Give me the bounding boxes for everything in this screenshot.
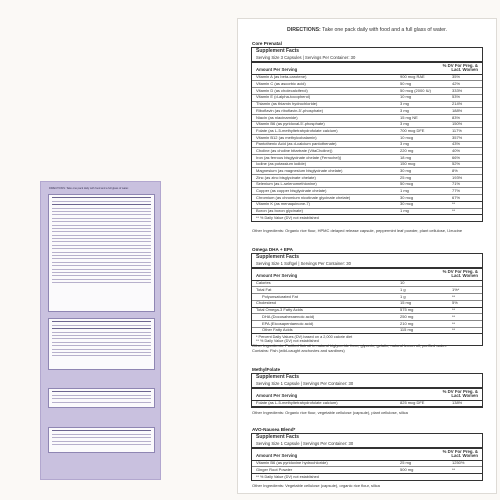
- nutrient-amount: 25 mg: [400, 460, 412, 466]
- table-row: [252, 401, 482, 408]
- nutrient-dv: **: [452, 327, 456, 333]
- table-row: [252, 108, 482, 115]
- nutrient-amount: 15 mg: [400, 300, 412, 306]
- nutrient-name: Vitamin E (d-alpha-tocopherol): [256, 94, 311, 100]
- nutrient-amount: 50 mcg: [400, 181, 414, 187]
- nutrient-name: Pantothenic Acid (as d-calcium pantothenate): [256, 141, 337, 147]
- nutrient-name: Folate (as L-5-methyltetrahydrofolate calcium): [256, 127, 338, 133]
- nutrient-name: Chromium (as chromium nicotinate glycinate chelate): [256, 194, 351, 200]
- nutrient-amount: 30 mcg: [400, 201, 414, 207]
- nutrient-dv: 42%: [452, 81, 461, 87]
- table-row: [252, 128, 482, 135]
- facts-panel-core: [251, 47, 483, 222]
- nutrient-amount: 250 mg: [400, 313, 414, 319]
- nutrient-amount: 1 g: [400, 287, 406, 293]
- nutrient-dv: 8%: [452, 168, 458, 173]
- nutrient-amount: 10: [400, 280, 405, 286]
- table-row: [252, 467, 482, 474]
- nutrient-name: EPA (Eicosapentaenoic acid): [262, 320, 314, 326]
- nutrient-dv: **: [452, 307, 456, 313]
- nutrient-amount: 18 mg: [400, 154, 412, 160]
- table-row: [252, 281, 482, 288]
- nutrient-amount: 30 mg: [400, 168, 412, 173]
- column-header: Amount Per Serving % DV For Preg. & Lact. Women: [252, 269, 482, 281]
- nutrient-amount: 1 mg: [400, 208, 409, 214]
- nutrient-amount: 3 mg: [400, 141, 409, 147]
- nutrient-name: Niacin (as niacinamide): [256, 114, 298, 120]
- nutrient-dv: 83%: [452, 114, 461, 120]
- nutrient-amount: 575 mg: [400, 307, 414, 313]
- panel-header: Supplement Facts Serving Size 1 Softgel | Servings Per Container: 30: [252, 254, 482, 269]
- nutrient-name: Magnesium (as magnesium bisglycinate chelate): [256, 168, 343, 173]
- mini-panel-omega: [48, 318, 155, 370]
- nutrient-name: Vitamin B12 (as methylcobalamin): [256, 134, 317, 140]
- nutrient-dv: 1%*: [452, 287, 460, 293]
- nutrient-amount: 15 mg NE: [400, 114, 418, 120]
- nutrient-dv: 193%: [452, 174, 463, 180]
- table-row: [252, 209, 482, 216]
- panel-header: Supplement Facts Serving Size 1 Capsule | Servings Per Container: 30: [252, 434, 482, 449]
- nutrient-name: Copper (as copper bisglycinate chelate): [256, 188, 327, 194]
- nutrient-name: Vitamin D (as cholecalciferol): [256, 87, 308, 93]
- nutrient-amount: 3 mg: [400, 121, 409, 127]
- table-row: [252, 314, 482, 321]
- nutrient-name: Iron (as ferrous bisglycinate chelate (Ferrochel)): [256, 154, 342, 160]
- column-header: Amount Per Serving % DV For Preg. & Lact. Women: [252, 389, 482, 401]
- panel-header: Supplement Facts Serving Size 3 Capsules | Servings Per Container: 30: [252, 48, 482, 63]
- other-ingredients-core: Other Ingredients: Organic rice flour, HPMC delayed release capsule, peppermint leaf powder, plant cellulose, l-leucine: [252, 228, 463, 233]
- nutrient-name: Choline (as choline bitartrate (VitaCholine)): [256, 147, 333, 153]
- nutrient-name: Riboflavin (as riboflavin-5'-phosphate): [256, 107, 324, 113]
- other-ingredients-avo: Other Ingredients: Vegetable cellulose (capsule), organic rice flour, silica: [252, 483, 380, 488]
- nutrient-dv: 150%: [452, 121, 463, 127]
- nutrient-name: Calories: [256, 280, 271, 286]
- nutrient-amount: 10 mcg: [400, 134, 414, 140]
- nutrient-dv: 357%: [452, 134, 463, 140]
- nutrient-name: Folate (as L-5-methyltetrahydrofolate calcium): [256, 400, 338, 406]
- nutrient-dv: **: [452, 313, 456, 319]
- nutrient-dv: **: [452, 320, 456, 326]
- nutrient-dv: 77%: [452, 188, 461, 194]
- nutrient-amount: 3 mg: [400, 107, 409, 113]
- nutrient-name: Ginger Root Powder: [256, 467, 293, 473]
- nutrient-amount: 30 mcg: [400, 194, 414, 200]
- nutrient-dv: 43%: [452, 141, 461, 147]
- section-title-omega: Omega DHA + EPA: [252, 247, 293, 252]
- nutrient-amount: 1 mg: [400, 188, 409, 194]
- nutrient-name: Iodine (as potassium iodide): [256, 161, 307, 167]
- table-row: [252, 328, 482, 335]
- nutrient-amount: 25 mg: [400, 174, 412, 180]
- other-ingredients-methylfolate: Other Ingredients: Organic rice flour, vegetable cellulose (capsule), plant cellulose, silica: [252, 410, 408, 415]
- nutrient-dv: 5%: [452, 300, 458, 306]
- nutrient-amount: 3 mg: [400, 101, 409, 107]
- nutrient-amount: 220 mg: [400, 147, 414, 153]
- footnote: ** % Daily Value (DV) not established: [256, 474, 319, 479]
- nutrient-amount: 50 mg: [400, 81, 412, 87]
- nutrient-name: Selenium (as L-selenomethionine): [256, 181, 317, 187]
- nutrient-dv: **: [452, 201, 456, 207]
- nutrient-name: Other Fatty Acids: [262, 327, 293, 333]
- nutrient-dv: 1250%: [452, 460, 465, 466]
- nutrient-dv: 52%: [452, 161, 461, 167]
- other-ingredients-omega: Other Ingredients: Purified fish oil in natural triglyceride form, glycerin, gelatin, natural lemon oil, purified water. Contains: Fish (wild-caught anchovies and sardines): [252, 343, 447, 353]
- nutrient-dv: 188%: [452, 107, 463, 113]
- directions-text: DIRECTIONS: Take one pack daily with food and a full glass of water.: [287, 27, 447, 33]
- section-title-avo: AVO-Nausea Blend*: [252, 427, 296, 432]
- nutrient-amount: 700 mcg DFE: [400, 127, 425, 133]
- nutrient-amount: 150 mcg: [400, 161, 416, 167]
- footnote: * Percent Daily Values (DV) based on a 2,000 calorie diet ** % Daily Value (DV) not established: [256, 335, 353, 344]
- mini-directions: DIRECTIONS: Take one pack daily with food and a full glass of water.: [49, 187, 129, 190]
- nutrient-dv: 66%: [452, 154, 461, 160]
- nutrient-dv: 67%: [452, 194, 461, 200]
- nutrient-dv: 138%: [452, 400, 463, 406]
- mini-panel-avo: [48, 427, 155, 453]
- nutrient-dv: 71%: [452, 181, 461, 187]
- nutrient-name: Cholesterol: [256, 300, 277, 306]
- nutrient-name: Vitamin K (as menaquinone-7): [256, 201, 310, 207]
- nutrient-amount: 1 g: [400, 293, 406, 299]
- mini-panel-methylfolate: [48, 388, 155, 408]
- nutrient-amount: 825 mcg DFE: [400, 400, 425, 406]
- table-row: [252, 294, 482, 301]
- facts-panel-omega: [251, 253, 483, 346]
- nutrient-dv: 117%: [452, 127, 462, 133]
- nutrient-amount: 10 mg: [400, 94, 412, 100]
- nutrient-amount: 500 mg: [400, 467, 414, 473]
- nutrient-name: Zinc (as zinc bisglycinate chelate): [256, 174, 316, 180]
- nutrient-dv: 53%: [452, 94, 461, 100]
- nutrient-name: Vitamin B6 (as pyridoxal-5'-phosphate): [256, 121, 325, 127]
- nutrient-amount: 115 mg: [400, 327, 414, 333]
- nutrient-name: Total Fat: [256, 287, 272, 293]
- nutrient-name: Vitamin C (as ascorbic acid): [256, 81, 306, 87]
- nutrient-dv: 214%: [452, 101, 463, 107]
- facts-panel-avo: [251, 433, 483, 481]
- nutrient-name: Polyunsaturated Fat: [262, 293, 298, 299]
- facts-panel-methylfolate: [251, 373, 483, 408]
- nutrient-name: Vitamin A (as beta-carotene): [256, 74, 307, 80]
- panel-header: Supplement Facts Serving Size 1 Capsule | Servings Per Container: 30: [252, 374, 482, 389]
- section-title-methylfolate: MethylFolate: [252, 367, 281, 372]
- nutrient-dv: **: [452, 467, 456, 473]
- nutrient-dv: 40%: [452, 147, 461, 153]
- nutrient-amount: 50 mcg (2000 IU): [400, 87, 431, 93]
- mini-panel-core: [48, 194, 155, 312]
- column-header: Amount Per Serving % DV For Preg. & Lact. Women: [252, 63, 482, 75]
- nutrient-name: Vitamin B6 (as pyridoxine hydrochloride): [256, 460, 328, 466]
- nutrient-name: DHA (Docosahexaenoic acid): [262, 313, 315, 319]
- nutrient-dv: 333%: [452, 87, 463, 93]
- nutrient-dv: **: [452, 293, 456, 299]
- nutrient-dv: 35%: [452, 74, 461, 80]
- section-title-core: Core Prenatal: [252, 41, 282, 46]
- product-label-thumbnail: [40, 181, 161, 480]
- nutrient-dv: **: [452, 208, 456, 214]
- nutrient-name: Boron (as boron glycinate): [256, 208, 303, 214]
- nutrient-name: Thiamin (as thiamin hydrochloride): [256, 101, 318, 107]
- supplement-facts-sheet: [237, 18, 497, 494]
- column-header: Amount Per Serving % DV For Preg. & Lact. Women: [252, 449, 482, 461]
- nutrient-name: Total Omega-3 Fatty Acids: [256, 307, 303, 313]
- footnote: ** % Daily Value (DV) not established: [256, 216, 319, 221]
- nutrient-amount: 210 mg: [400, 320, 414, 326]
- nutrient-amount: 900 mcg RAE: [400, 74, 425, 80]
